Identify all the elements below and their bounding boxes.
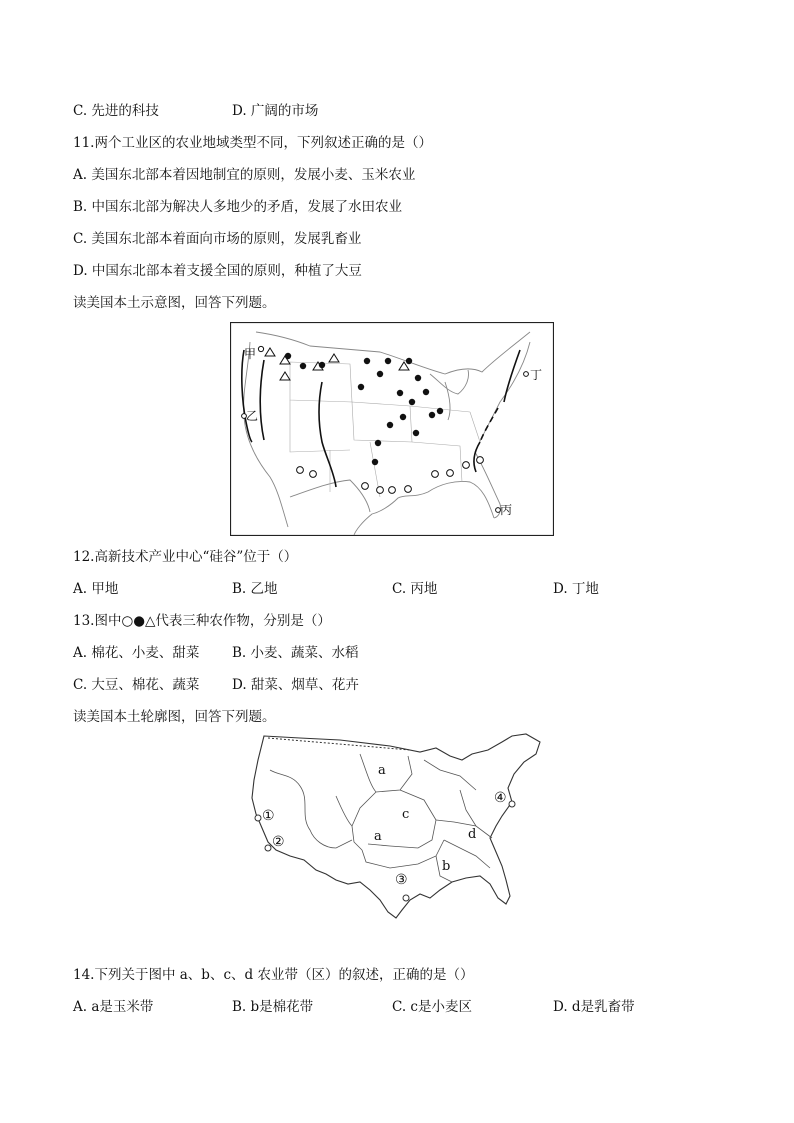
map2-mark-1: ①: [262, 808, 275, 824]
crop-dot: [409, 399, 415, 405]
q14-option-b: B. b是棉花带: [232, 999, 314, 1015]
usa-crop-map: [230, 322, 554, 536]
q13-option-c: C. 大豆、棉花、蔬菜: [73, 677, 200, 693]
crop-dot: [377, 371, 383, 377]
map2-point: [255, 815, 261, 821]
usa-outline-map: [240, 730, 550, 922]
map2-label-b: b: [442, 859, 451, 874]
crop-circle: [477, 457, 484, 464]
crop-circle: [310, 471, 317, 478]
crop-circle: [432, 471, 439, 478]
q13-option-a: A. 棉花、小麦、甜菜: [73, 645, 200, 661]
crop-dot: [358, 384, 364, 390]
q14-stem: 14.下列关于图中 a、b、c、d 农业带（区）的叙述，正确的是（）: [73, 967, 474, 983]
crop-circle: [405, 486, 412, 493]
crop-dot: [385, 358, 391, 364]
q13-stem: 13.图中○●△代表三种农作物，分别是（）: [73, 613, 331, 629]
crop-circle: [389, 487, 396, 494]
map2-point: [403, 895, 409, 901]
crop-dot: [300, 363, 306, 369]
q12-option-b: B. 乙地: [232, 581, 278, 597]
crop-dot: [387, 422, 393, 428]
map2-mark-3: ③: [395, 872, 408, 888]
q11-option-b: B. 中国东北部为解决人多地少的矛盾，发展了水田农业: [73, 199, 403, 215]
q11-option-c: C. 美国东北部本着面向市场的原则，发展乳畜业: [73, 231, 362, 247]
q14-option-d: D. d是乳畜带: [553, 999, 635, 1015]
q14-option-c: C. c是小麦区: [392, 999, 472, 1015]
intro-map2: 读美国本土轮廓图，回答下列题。: [73, 709, 276, 725]
q12-option-d: D. 丁地: [553, 581, 599, 597]
map1-label-ding: 丁: [530, 368, 543, 382]
crop-dot: [413, 430, 419, 436]
crop-dot: [437, 408, 443, 414]
q10-option-d: D. 广阔的市场: [232, 103, 319, 119]
map2-mark-2: ②: [272, 834, 285, 850]
crop-dot: [372, 459, 378, 465]
q13-option-d: D. 甜菜、烟草、花卉: [232, 677, 359, 693]
crop-dot: [423, 389, 429, 395]
map2-label-a-north: a: [378, 763, 386, 778]
map1-label-bing: 丙: [500, 503, 513, 517]
q13-option-b: B. 小麦、蔬菜、水稻: [232, 645, 359, 661]
crop-circle: [447, 470, 454, 477]
crop-dot: [415, 375, 421, 381]
q11-option-a: A. 美国东北部本着因地制宜的原则，发展小麦、玉米农业: [73, 167, 416, 183]
q11-option-d: D. 中国东北部本着支援全国的原则，种植了大豆: [73, 263, 362, 279]
map2-label-c: c: [402, 807, 410, 822]
crop-circle: [258, 346, 263, 351]
crop-dot: [285, 353, 291, 359]
q14-option-a: A. a是玉米带: [73, 999, 154, 1015]
crop-dot: [429, 412, 435, 418]
map2-point: [509, 801, 515, 807]
crop-dot: [364, 358, 370, 364]
crop-dot: [397, 390, 403, 396]
map2-label-a-south: a: [374, 829, 382, 844]
map2-point: [265, 845, 271, 851]
crop-circle: [524, 372, 529, 377]
q12-option-c: C. 丙地: [392, 581, 438, 597]
crop-circle: [377, 487, 384, 494]
crop-circle: [297, 467, 304, 474]
crop-dot: [400, 414, 406, 420]
crop-dot: [375, 440, 381, 446]
map1-label-jia: 甲: [244, 347, 257, 361]
crop-circle: [463, 462, 470, 469]
q12-option-a: A. 甲地: [73, 581, 119, 597]
map1-label-yi: 乙: [246, 409, 259, 423]
q12-stem: 12.高新技术产业中心“硅谷”位于（）: [73, 549, 298, 565]
q11-stem: 11.两个工业区的农业地域类型不同，下列叙述正确的是（）: [73, 135, 432, 151]
intro-map1: 读美国本土示意图，回答下列题。: [73, 295, 276, 311]
map2-label-d: d: [468, 827, 477, 842]
q10-option-c: C. 先进的科技: [73, 103, 159, 119]
crop-dot: [406, 358, 412, 364]
crop-dot: [319, 362, 325, 368]
crop-circle: [362, 483, 369, 490]
map2-mark-4: ④: [494, 790, 507, 806]
